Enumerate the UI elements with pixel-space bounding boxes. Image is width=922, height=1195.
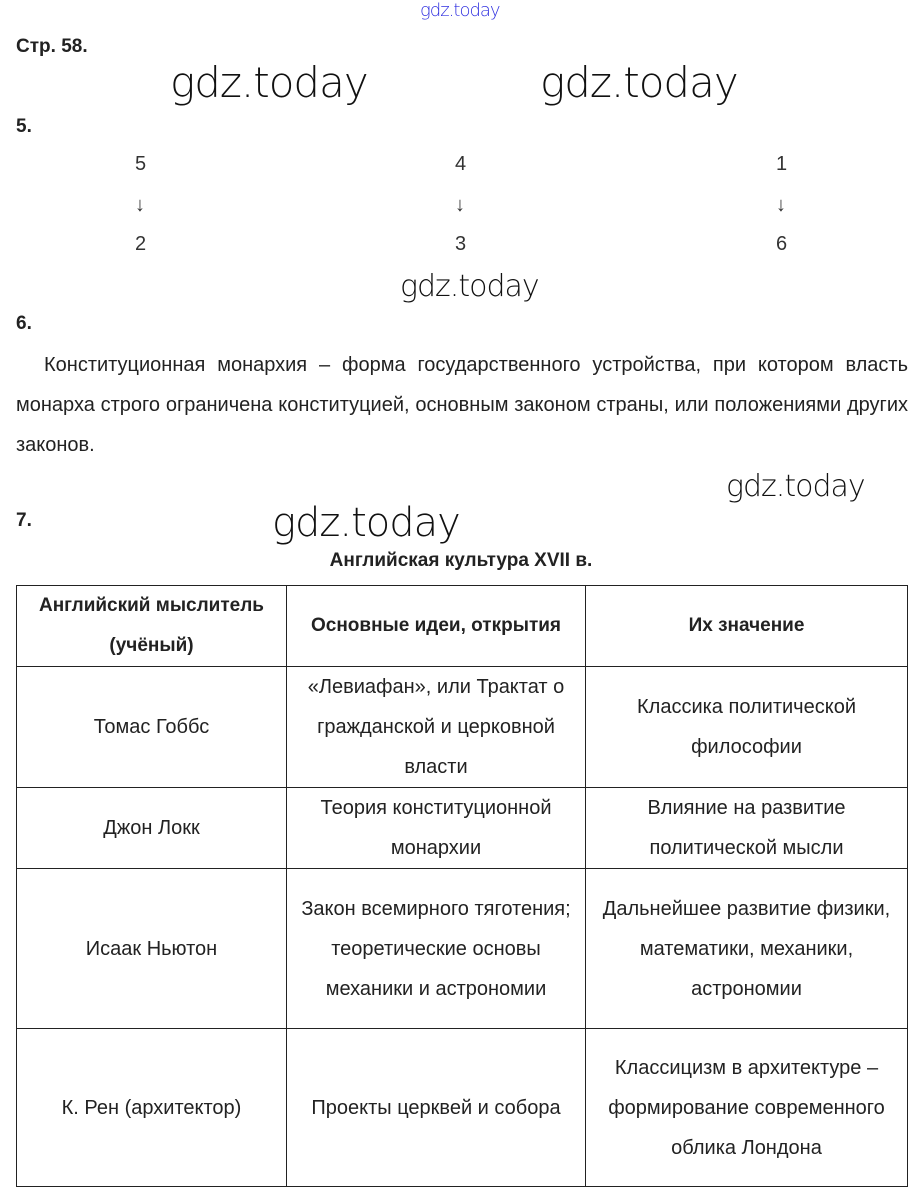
arrow-down-icon: ↓	[455, 194, 465, 216]
culture-table	[16, 585, 908, 1187]
table-row	[17, 1029, 908, 1187]
cell-thinker: Джон Локк	[17, 788, 287, 869]
pair1-top: 5	[135, 153, 147, 175]
table-title: Английская культура XVII в.	[329, 550, 593, 571]
watermark-top: gdz.today	[420, 0, 500, 21]
cell-thinker: Исаак Ньютон	[17, 869, 287, 1029]
task5-label: 5.	[16, 116, 32, 137]
task7-label: 7.	[16, 510, 32, 531]
table-row	[17, 788, 908, 869]
page-label: Стр. 58.	[16, 36, 88, 57]
pair2-top: 4	[455, 153, 467, 175]
header-significance: Их значение	[586, 586, 908, 667]
arrow-down-icon: ↓	[135, 194, 145, 216]
table-row	[17, 667, 908, 788]
watermark: gdz.today	[540, 58, 738, 107]
cell-significance: Классицизм в архитектуре – формирование современного облика Лондона	[586, 1029, 908, 1187]
cell-ideas: «Левиафан», или Трактат о гражданской и церковной власти	[287, 667, 586, 788]
header-ideas: Основные идеи, открытия	[287, 586, 586, 667]
cell-significance: Классика политической философии	[586, 667, 908, 788]
task6-text: Конституционная монархия – форма государственного устройства, при котором власть монарха строго ограничена конституцией, основным законом страны, или положениями других законов.	[16, 354, 908, 456]
table-header-row	[17, 586, 908, 667]
pair1-bottom: 2	[135, 233, 147, 255]
watermark: gdz.today	[272, 500, 460, 546]
header-thinker: Английский мыслитель (учёный)	[17, 586, 287, 667]
pair2-bottom: 3	[455, 233, 467, 255]
watermark: gdz.today	[400, 269, 539, 304]
watermark: gdz.today	[726, 469, 865, 504]
cell-ideas: Закон всемирного тяготения; теоретические основы механики и астрономии	[287, 869, 586, 1029]
cell-significance: Дальнейшее развитие физики, математики, механики, астрономии	[586, 869, 908, 1029]
pair3-bottom: 6	[776, 233, 788, 255]
cell-ideas: Проекты церквей и собора	[287, 1029, 586, 1187]
cell-ideas: Теория конституционной монархии	[287, 788, 586, 869]
cell-significance: Влияние на развитие политической мысли	[586, 788, 908, 869]
cell-thinker: Томас Гоббс	[17, 667, 287, 788]
task6-label: 6.	[16, 313, 32, 334]
pair3-top: 1	[776, 153, 788, 175]
cell-thinker: К. Рен (архитектор)	[17, 1029, 287, 1187]
table-row	[17, 869, 908, 1029]
watermark: gdz.today	[170, 58, 368, 107]
arrow-down-icon: ↓	[776, 194, 786, 216]
